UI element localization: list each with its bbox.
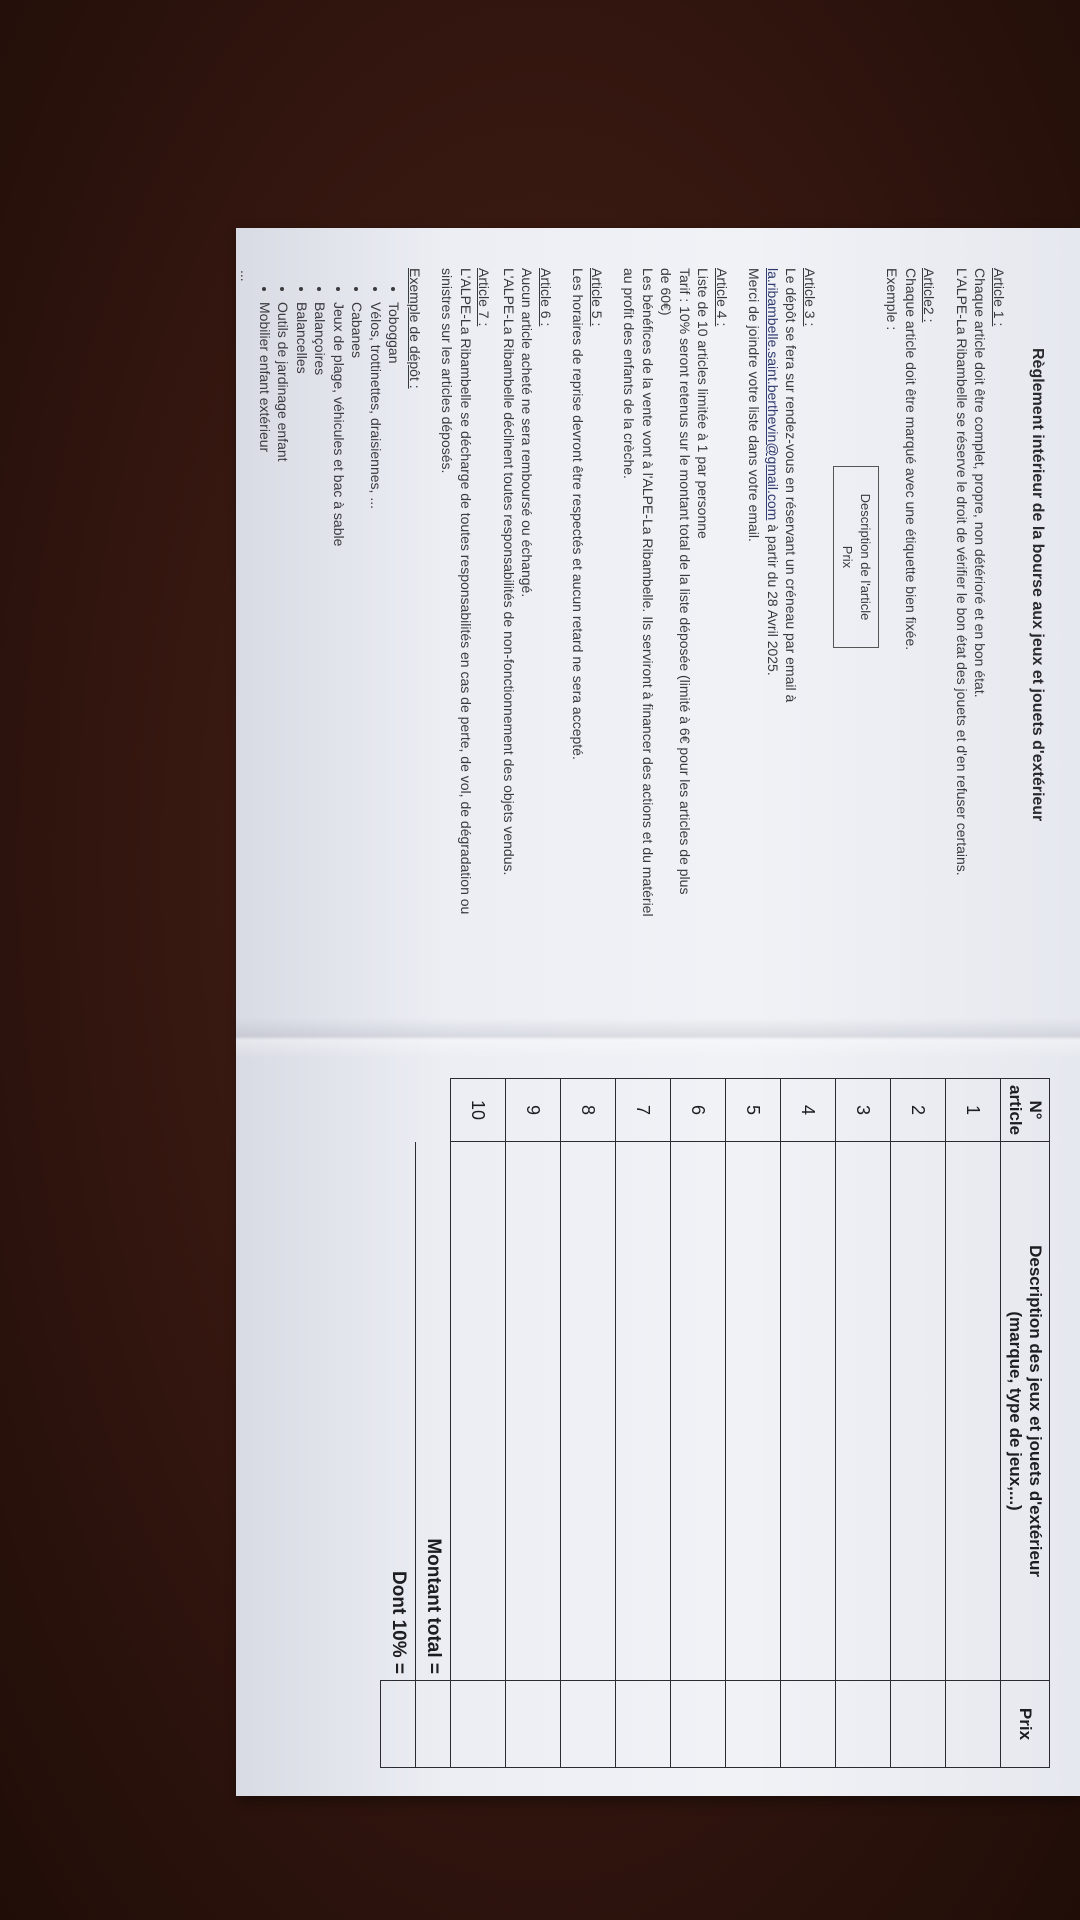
column-header-number xyxy=(1001,1079,1050,1142)
article-4-line: Liste de 10 articles limitée à 1 par personne xyxy=(695,268,712,539)
column-header-number-line2: article xyxy=(1006,1085,1025,1136)
column-header-number-line1: N° xyxy=(1026,1100,1045,1120)
ten-percent-amount-cell[interactable] xyxy=(381,1681,416,1768)
column-header-description xyxy=(1001,1142,1050,1681)
row-number: 10 xyxy=(451,1079,506,1142)
article-1-line: L'ALPE-La Ribambelle se réserve le droit de vérifier le bon état des jouets et d'en refuser certains. xyxy=(954,268,970,876)
description-cell[interactable] xyxy=(836,1142,891,1681)
description-cell[interactable] xyxy=(671,1142,726,1681)
article-2-title: Article2 : xyxy=(921,268,938,323)
article-3-date: à partir du 28 Avril 2025. xyxy=(765,520,781,676)
article-3-line xyxy=(764,268,783,988)
table-row xyxy=(726,1079,781,1768)
price-cell[interactable] xyxy=(451,1681,506,1768)
article-3-line: Merci de joindre votre liste dans votre email. xyxy=(746,268,763,542)
rules-text xyxy=(237,268,1008,988)
article-6-line: L'ALPE-La Ribambelle déclinent toutes responsabilités de non-fonctionnement des objets vendus. xyxy=(501,268,517,876)
label-example-box xyxy=(833,466,879,648)
row-number: 1 xyxy=(946,1079,1001,1142)
rotated-content xyxy=(236,228,1080,1796)
description-cell[interactable] xyxy=(561,1142,616,1681)
label-example xyxy=(883,268,902,988)
description-cell[interactable] xyxy=(781,1142,836,1681)
list-item: • Balancelles xyxy=(293,302,312,988)
article-4-line: Les bénéfices de la vente vont à l'ALPE-La Ribambelle. Ils serviront à financer des actions et du matériel xyxy=(640,268,656,917)
list-item: • Mobilier enfant extérieur xyxy=(256,302,275,988)
table-row xyxy=(561,1079,616,1768)
row-number: 6 xyxy=(671,1079,726,1142)
description-cell[interactable] xyxy=(506,1142,561,1681)
rules-page xyxy=(236,228,1080,1018)
list-item: • Cabanes xyxy=(348,302,367,988)
article-1-title: Article 1 : xyxy=(991,268,1007,327)
article-4-line: au profit des enfants de la crèche. xyxy=(621,268,638,479)
examples-more: ... xyxy=(238,270,255,282)
document-sheet xyxy=(236,228,1080,1796)
article-7-line: L'ALPE-La Ribambelle se décharge de toutes responsabilités en cas de perte, de vol, de dégradation ou xyxy=(458,268,474,915)
paper-fold xyxy=(236,1018,1080,1058)
list-item: • Outils de jardinage enfant xyxy=(274,302,293,988)
article-3-title: Article 3 : xyxy=(802,268,818,327)
table-row xyxy=(451,1079,506,1768)
table-row xyxy=(616,1079,671,1768)
price-cell[interactable] xyxy=(506,1681,561,1768)
table-row xyxy=(946,1079,1001,1768)
table-row xyxy=(506,1079,561,1768)
examples-title: Exemple de dépôt : xyxy=(407,268,423,389)
list-item: • Toboggan xyxy=(385,302,404,988)
description-cell[interactable] xyxy=(946,1142,1001,1681)
article-4-title: Article 4 : xyxy=(714,268,730,327)
row-number: 9 xyxy=(506,1079,561,1142)
row-number: 5 xyxy=(726,1079,781,1142)
price-cell[interactable] xyxy=(836,1681,891,1768)
description-cell[interactable] xyxy=(726,1142,781,1681)
deposit-form-page xyxy=(236,1058,1080,1796)
column-header-description-line1: Description des jeux et jouets d'extérieur xyxy=(1026,1245,1045,1577)
article-3-line: Le dépôt se fera sur rendez-vous en réservant un créneau par email à xyxy=(783,268,800,703)
table-row xyxy=(671,1079,726,1768)
row-number: 3 xyxy=(836,1079,891,1142)
description-cell[interactable] xyxy=(616,1142,671,1681)
price-cell[interactable] xyxy=(726,1681,781,1768)
list-item: • Jeux de plage, véhicules et bac à sable xyxy=(330,302,349,988)
row-number: 7 xyxy=(616,1079,671,1142)
ten-percent-row xyxy=(381,1079,416,1768)
document-title: Règlement intérieur de la bourse aux jeux et jouets d'extérieur xyxy=(1029,348,1046,822)
column-header-description-line2: (marque, type de jeux,...) xyxy=(1006,1311,1025,1511)
total-row xyxy=(416,1079,451,1768)
label-box-price: Prix xyxy=(840,545,855,569)
table-row xyxy=(836,1079,891,1768)
description-cell[interactable] xyxy=(451,1142,506,1681)
article-2-line: Chaque article doit être marqué avec une étiquette bien fixée. xyxy=(903,268,919,651)
price-cell[interactable] xyxy=(671,1681,726,1768)
article-1-line: Chaque article doit être complet, propre, non détérioré et en bon état. xyxy=(972,268,989,698)
article-5-title: Article 5 : xyxy=(589,268,605,327)
row-number: 2 xyxy=(891,1079,946,1142)
article-5-line: Les horaires de reprise devront être respectés et aucun retard ne sera accepté. xyxy=(570,268,587,760)
article-7-line: sinistres sur les articles déposés. xyxy=(439,268,456,474)
example-label: Exemple : xyxy=(884,268,901,331)
article-6-title: Article 6 : xyxy=(538,268,554,327)
list-item: • Balançoires xyxy=(311,302,330,988)
description-cell[interactable] xyxy=(891,1142,946,1681)
article-6-line: Aucun article acheté ne sera remboursé ou échangé. xyxy=(519,268,536,598)
list-item: • Vélos, trottinettes, draisiennes, ... xyxy=(367,302,386,988)
price-cell[interactable] xyxy=(946,1681,1001,1768)
total-label: Montant total = xyxy=(416,1142,451,1681)
deposit-table xyxy=(381,1078,1051,1768)
price-cell[interactable] xyxy=(616,1681,671,1768)
label-box-description: Description de l'article xyxy=(858,493,873,621)
article-4-line: Tarif : 10% seront retenus sur le montant total de la liste déposée (limité à 6€ pour les articles de plus xyxy=(677,268,693,895)
ten-percent-label: Dont 10% = xyxy=(381,1142,416,1681)
table-row xyxy=(781,1079,836,1768)
article-4-line: de 60€) xyxy=(658,268,675,316)
examples-list xyxy=(256,268,404,988)
column-header-price: Prix xyxy=(1001,1681,1050,1768)
row-number: 4 xyxy=(781,1079,836,1142)
row-number: 8 xyxy=(561,1079,616,1142)
article-7-title: Article 7 : xyxy=(476,268,493,327)
total-amount-cell[interactable] xyxy=(416,1681,451,1768)
table-row xyxy=(891,1079,946,1768)
price-cell[interactable] xyxy=(891,1681,946,1768)
table-header-row xyxy=(1001,1079,1050,1768)
price-cell[interactable] xyxy=(561,1681,616,1768)
contact-email-link[interactable]: la.ribambelle.saint.berthevin@gmail.com xyxy=(765,268,781,521)
price-cell[interactable] xyxy=(781,1681,836,1768)
